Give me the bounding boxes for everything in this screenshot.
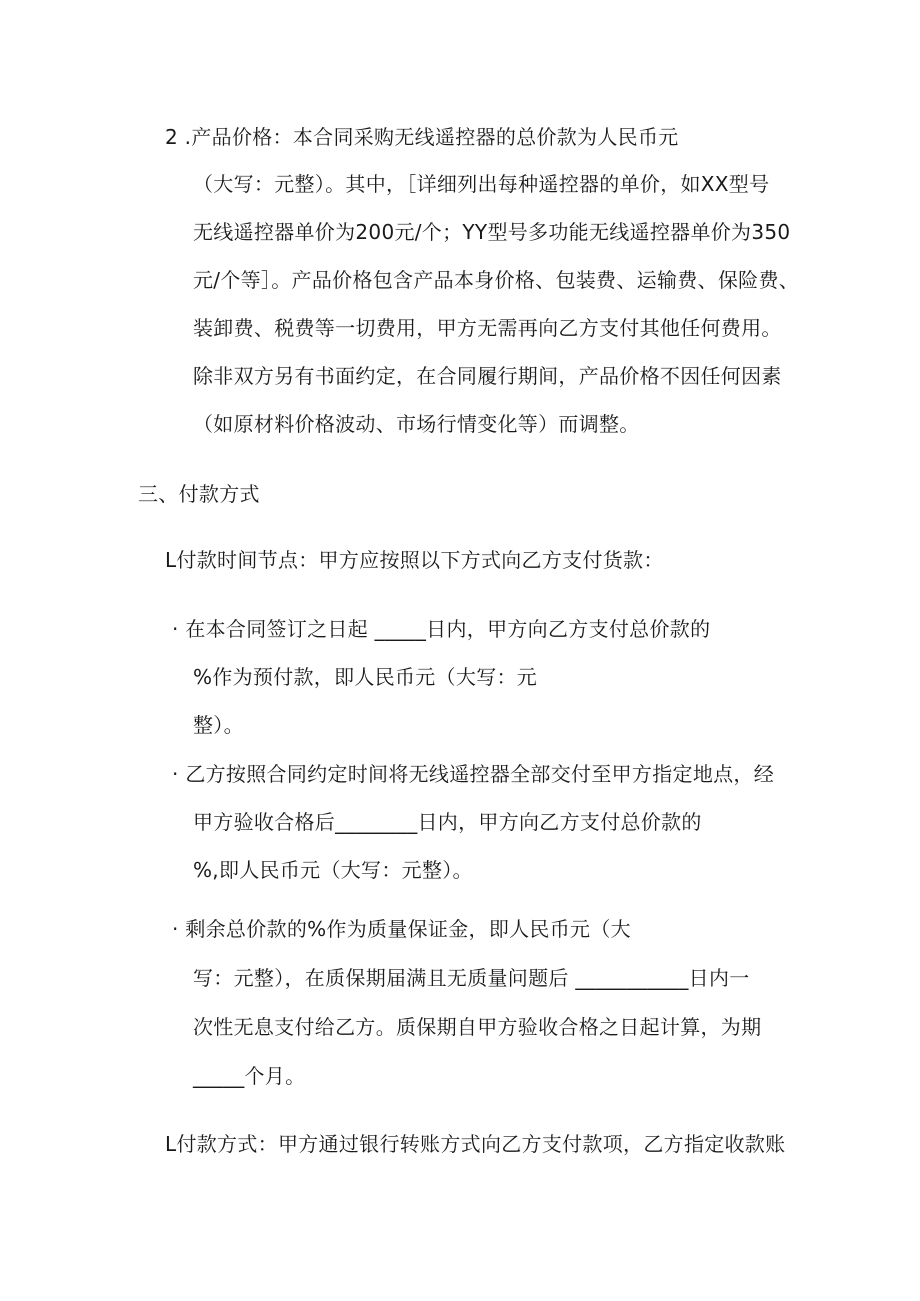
price-clause-line-1: 2 .产品价格：本合同采购无线遥控器的总价款为人民币元: [165, 125, 679, 149]
price-clause-line-6: 除非双方另有书面约定，在合同履行期间，产品价格不因任何因素: [193, 364, 782, 388]
bullet-1-line-2: %作为预付款，即人民币元（大写：元: [193, 665, 538, 689]
bullet-3-line-1: · 剩余总价款的%作为质量保证金，即人民币元（大: [172, 917, 631, 941]
price-clause-line-2: （大写：元整）。其中，［详细列出每种遥控器的单价，如XX型号: [193, 172, 770, 196]
bullet-2-line-1: · 乙方按照合同约定时间将无线遥控器全部交付至甲方指定地点，经: [172, 762, 775, 786]
price-clause-line-5: 装卸费、税费等一切费用，甲方无需再向乙方支付其他任何费用。: [193, 316, 782, 340]
bullet-3-line-2: 写：元整），在质保期届满且无质量问题后 ___________日内一: [193, 966, 750, 990]
payment-method-line: L付款方式：甲方通过银行转账方式向乙方支付款项，乙方指定收款账: [165, 1132, 786, 1156]
price-clause-line-7: （如原材料价格波动、市场行情变化等）而调整。: [193, 412, 640, 436]
bullet-1-line-1: · 在本合同签订之日起 _____日内，甲方向乙方支付总价款的: [172, 617, 711, 641]
bullet-3-line-3: 次性无息支付给乙方。质保期自甲方验收合格之日起计算，为期: [193, 1015, 762, 1039]
section-heading: 三、付款方式: [138, 482, 260, 506]
bullet-2-line-2: 甲方验收合格后________日内，甲方向乙方支付总价款的: [193, 810, 702, 834]
bullet-1-line-3: 整）。: [193, 713, 244, 737]
bullet-3-line-4: _____个月。: [193, 1064, 306, 1088]
price-clause-line-4: 元/个等］。产品价格包含产品本身价格、包装费、运输费、保险费、: [193, 268, 800, 292]
payment-timing-title: L付款时间节点：甲方应按照以下方式向乙方支付货款：: [165, 548, 664, 572]
bullet-2-line-3: %,即人民币元（大写：元整）。: [193, 858, 473, 882]
price-clause-line-3: 无线遥控器单价为200元/个；YY型号多功能无线遥控器单价为350: [193, 220, 791, 244]
